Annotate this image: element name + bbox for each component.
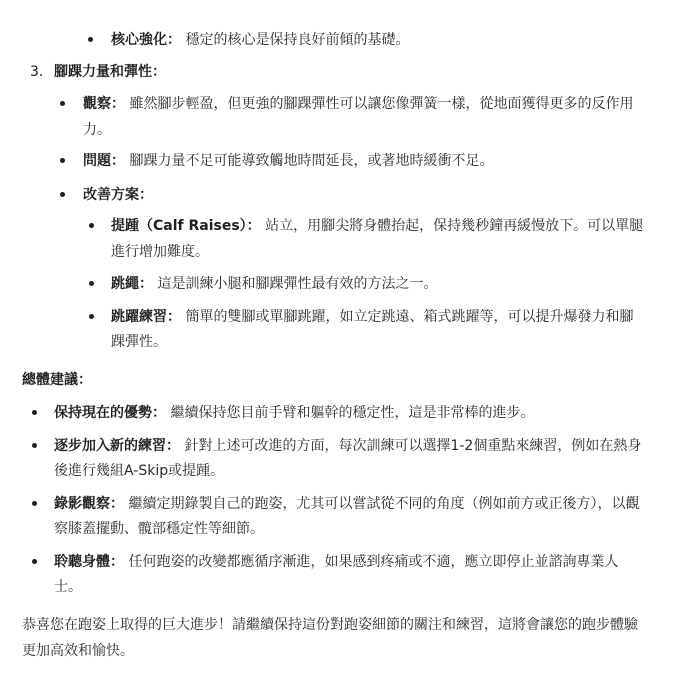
- item-text: 穩定的核心是保持良好前傾的基礎。: [185, 32, 410, 48]
- section-title: 腳踝力量和彈性：: [54, 64, 166, 80]
- item-text: 雖然腳步輕盈，但更強的腳踝彈性可以讓您像彈簧一樣，從地面獲得更多的反作用: [129, 96, 634, 112]
- closing-paragraph-line2: 更加高效和愉快。: [22, 643, 134, 659]
- list-item-jump: [111, 307, 633, 327]
- list-item-video: [54, 494, 639, 514]
- item-text-cont: 踝彈性。: [111, 334, 167, 350]
- bullet-icon: [32, 410, 37, 415]
- section-heading-overall: [22, 370, 92, 390]
- item-label: 跳躍練習：: [111, 309, 181, 325]
- item-text: 針對上述可改進的方面，每次訓練可以選擇1-2個重點來練習，例如在熱身: [184, 438, 642, 454]
- item-text-cont: 察膝蓋擺動、髖部穩定性等細節。: [54, 521, 264, 537]
- list-number: 3.: [30, 64, 44, 80]
- bullet-icon: [60, 158, 65, 163]
- item-text: 繼續定期錄製自己的跑姿，尤其可以嘗試從不同的角度（例如前方或正後方），以觀: [128, 496, 640, 512]
- item-text: 站立，用腳尖將身體抬起，保持幾秒鐘再緩慢放下。可以單腿: [265, 218, 644, 234]
- list-item-improve: [83, 185, 153, 205]
- bullet-icon: [89, 314, 94, 319]
- list-item-rope: [111, 274, 437, 294]
- bullet-icon: [60, 101, 65, 106]
- list-item-calf: [111, 216, 643, 236]
- item-label: 核心強化：: [111, 32, 181, 48]
- list-item-observe: [83, 94, 633, 114]
- item-text: 這是訓練小腿和腳踝彈性最有效的方法之一。: [157, 276, 438, 292]
- item-text: 繼續保持您目前手臂和軀幹的穩定性，這是非常棒的進步。: [170, 405, 535, 421]
- bullet-icon: [89, 281, 94, 286]
- item-label: 保持現在的優勢：: [54, 405, 166, 421]
- item-text: 腳踝力量不足可能導致觸地時間延長，或著地時緩衝不足。: [129, 153, 494, 169]
- list-item-listen: [54, 552, 618, 572]
- item-label: 聆聽身體：: [54, 554, 124, 570]
- item-label: 改善方案：: [83, 187, 153, 203]
- item-text-cont: 力。: [83, 122, 111, 138]
- list-item-keep: [54, 403, 534, 423]
- item-label: 提踵（Calf Raises）：: [111, 218, 261, 234]
- bullet-icon: [89, 223, 94, 228]
- item-text-cont: 士。: [54, 579, 82, 595]
- item-text: 任何跑姿的改變都應循序漸進，如果感到疼痛或不適，應立即停止並諮詢專業人: [128, 554, 619, 570]
- item-label: 跳繩：: [111, 276, 153, 292]
- item-label: 錄影觀察：: [54, 496, 124, 512]
- section-title: 總體建議：: [22, 372, 92, 388]
- bullet-icon: [32, 443, 37, 448]
- list-item-problem: [83, 151, 493, 171]
- item-label: 逐步加入新的練習：: [54, 438, 180, 454]
- bullet-icon: [88, 37, 93, 42]
- bullet-icon: [60, 192, 65, 197]
- bullet-icon: [32, 501, 37, 506]
- bullet-icon: [32, 559, 37, 564]
- list-item-core: [111, 30, 409, 50]
- item-label: 問題：: [83, 153, 125, 169]
- item-text-cont: 後進行幾組A-Skip或提踵。: [54, 463, 225, 479]
- item-label: 觀察：: [83, 96, 125, 112]
- list-item-gradual: [54, 436, 641, 456]
- item-text-cont: 進行增加難度。: [111, 244, 209, 260]
- closing-paragraph-line1: 恭喜您在跑姿上取得的巨大進步！請繼續保持這份對跑姿細節的關注和練習，這將會讓您的跑步體驗: [22, 617, 638, 633]
- section-heading-3: [30, 62, 166, 82]
- item-text: 簡單的雙腳或單腳跳躍，如立定跳遠、箱式跳躍等，可以提升爆發力和腳: [185, 309, 634, 325]
